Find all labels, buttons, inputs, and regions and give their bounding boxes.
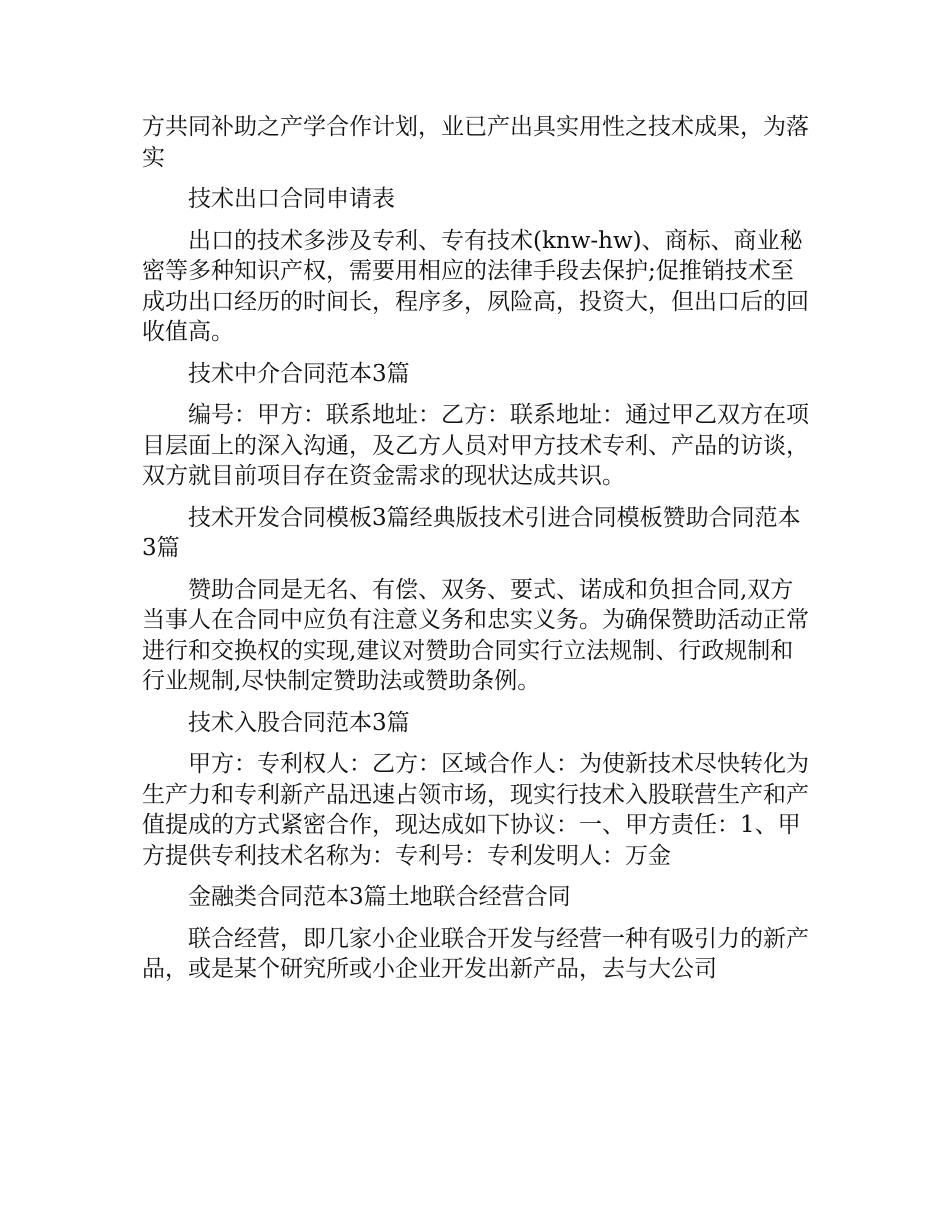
heading-tech-export-application: 技术出口合同申请表 bbox=[188, 186, 395, 212]
paragraph-intermediary: 编号：甲方：联系地址：乙方：联系地址：通过甲乙双方在项目层面上的深入沟通，及乙方人员对甲方技术专利、产品的访谈，双方就目前项目存在资金需求的现状达成共识。 bbox=[142, 402, 809, 489]
heading-sponsorship-contract: 技术开发合同模板3篇经典版技术引进合同模板赞助合同范本3篇 bbox=[142, 504, 801, 561]
heading-finance-land-contract: 金融类合同范本3篇土地联合经营合同 bbox=[188, 884, 571, 910]
document-page bbox=[142, 112, 814, 996]
paragraph-sponsorship: 赞助合同是无名、有偿、双务、要式、诺成和负担合同,双方当事人在合同中应负有注意义务和忠实义务。为确保赞助活动正常进行和交换权的实现,建议对赞助合同实行立法规制、行政规制和行业规制,尽快制定赞助法或赞助条例。 bbox=[142, 576, 809, 694]
paragraph-continuation: 方共同补助之产学合作计划，业已产出具实用性之技术成果，为落实 bbox=[142, 114, 809, 171]
paragraph-tech-export: 出口的技术多涉及专利、专有技术(knw-hw)、商标、商业秘密等多种知识产权，需要用相应的法律手段去保护;促推销技术至成功出口经历的时间长，程序多，夙险高，投资大，但出口后的回收值高。 bbox=[142, 227, 809, 345]
paragraph-tech-shares: 甲方：专利权人：乙方：区域合作人：为使新技术尽快转化为生产力和专利新产品迅速占领市场，现实行技术入股联营生产和产值提成的方式紧密合作，现达成如下协议：一、甲方责任：1、甲方提供专利技术名称为：专利号：专利发明人：万金 bbox=[142, 751, 809, 869]
heading-tech-shares-contract: 技术入股合同范本3篇 bbox=[188, 709, 410, 736]
paragraph-joint-operation: 联合经营，即几家小企业联合开发与经营一种有吸引力的新产品，或是某个研究所或小企业开发出新产品，去与大公司 bbox=[142, 925, 809, 982]
heading-tech-intermediary-contract: 技术中介合同范本3篇 bbox=[188, 360, 410, 387]
